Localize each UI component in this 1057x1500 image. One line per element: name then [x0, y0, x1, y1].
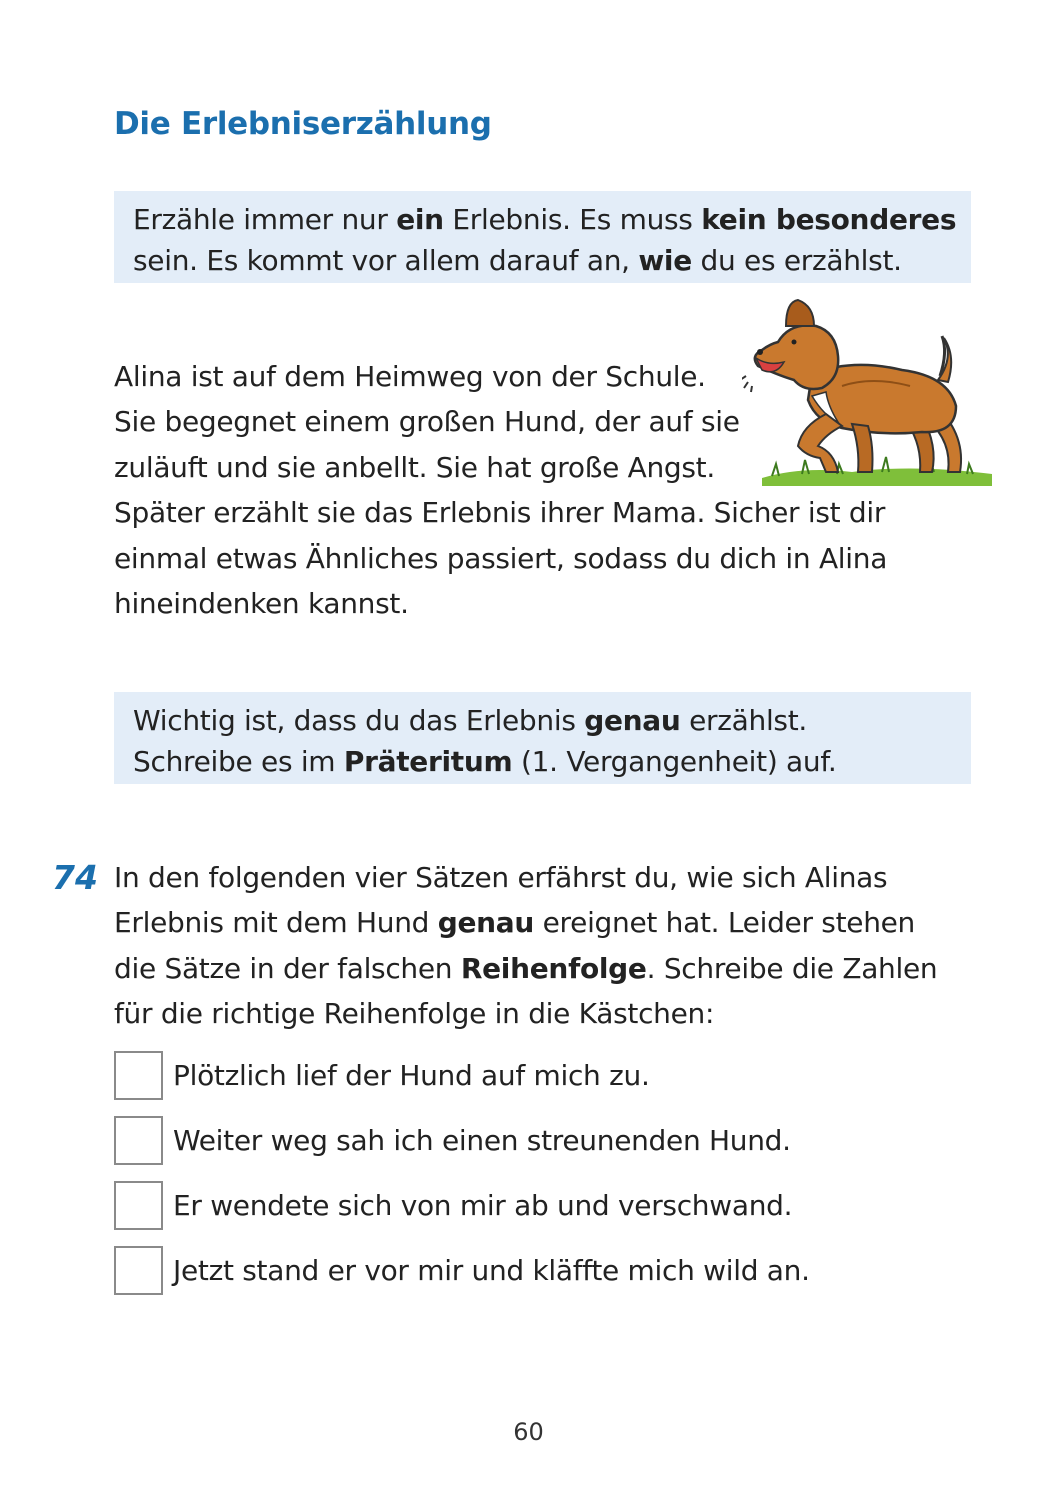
emphasis: genau: [437, 906, 535, 940]
text: Schreibe es im: [133, 745, 344, 778]
sentence-text: Plötzlich lief der Hund auf mich zu.: [173, 1058, 650, 1092]
story-line: einmal etwas Ähnliches passiert, sodass du dich in Alina: [114, 541, 888, 575]
text: Erzähle immer nur: [133, 203, 397, 236]
text: Erlebnis. Es muss: [443, 203, 702, 236]
emphasis: wie: [638, 244, 692, 277]
order-checkbox[interactable]: [114, 1051, 163, 1100]
info-box-rule: [114, 191, 971, 283]
task-instructions: [114, 855, 937, 1037]
emphasis: ein: [396, 203, 444, 236]
text: . Schreibe die Zahlen: [646, 951, 938, 985]
info-box-line: [133, 240, 953, 281]
story-line: Später erzählt sie das Erlebnis ihrer Mama. Sicher ist dir: [114, 496, 886, 530]
task-line: für die richtige Reihenfolge in die Kästchen:: [114, 997, 715, 1031]
text: ereignet hat. Leider stehen: [534, 906, 916, 940]
story-paragraph: [114, 354, 887, 626]
sentence-text: Jetzt stand er vor mir und kläffte mich wild an.: [173, 1253, 810, 1287]
emphasis: kein besonderes: [701, 203, 957, 236]
text: du es erzählst.: [691, 244, 902, 277]
text: (1. Vergangenheit) auf.: [512, 745, 837, 778]
order-checkbox[interactable]: [114, 1116, 163, 1165]
order-checkbox[interactable]: [114, 1246, 163, 1295]
emphasis: Reihenfolge: [460, 951, 647, 985]
task-number: 74: [52, 858, 98, 897]
info-box-tip: [114, 692, 971, 784]
page-title: Die Erlebniserzählung: [114, 106, 492, 142]
text: sein. Es kommt vor allem darauf an,: [133, 244, 639, 277]
emphasis: genau: [584, 704, 681, 737]
emphasis: Präteritum: [343, 745, 513, 778]
task-line: [114, 946, 937, 991]
sentence-option: [114, 1048, 650, 1102]
sentence-option: [114, 1243, 810, 1297]
page-number: 60: [513, 1418, 544, 1446]
info-box-line: [133, 199, 957, 240]
text: die Sätze in der falschen: [114, 951, 461, 985]
sentence-text: Er wendete sich von mir ab und verschwand.: [173, 1188, 793, 1222]
task-line: [114, 900, 937, 945]
order-checkbox[interactable]: [114, 1181, 163, 1230]
story-line: Alina ist auf dem Heimweg von der Schule.: [114, 360, 706, 393]
sentence-option: [114, 1178, 792, 1232]
text: erzählst.: [680, 704, 808, 737]
info-box-line: [133, 700, 953, 741]
story-line: zuläuft und sie anbellt. Sie hat große Angst.: [114, 450, 715, 484]
sentence-option: [114, 1113, 791, 1167]
text: Erlebnis mit dem Hund: [114, 906, 438, 940]
task-line: In den folgenden vier Sätzen erfährst du, wie sich Alinas: [114, 861, 888, 894]
info-box-line: [133, 741, 953, 782]
sentence-text: Weiter weg sah ich einen streunenden Hund.: [173, 1123, 791, 1157]
story-line: hineindenken kannst.: [114, 587, 409, 621]
text: Wichtig ist, dass du das Erlebnis: [133, 704, 585, 737]
story-line: Sie begegnet einem großen Hund, der auf sie: [114, 405, 740, 439]
